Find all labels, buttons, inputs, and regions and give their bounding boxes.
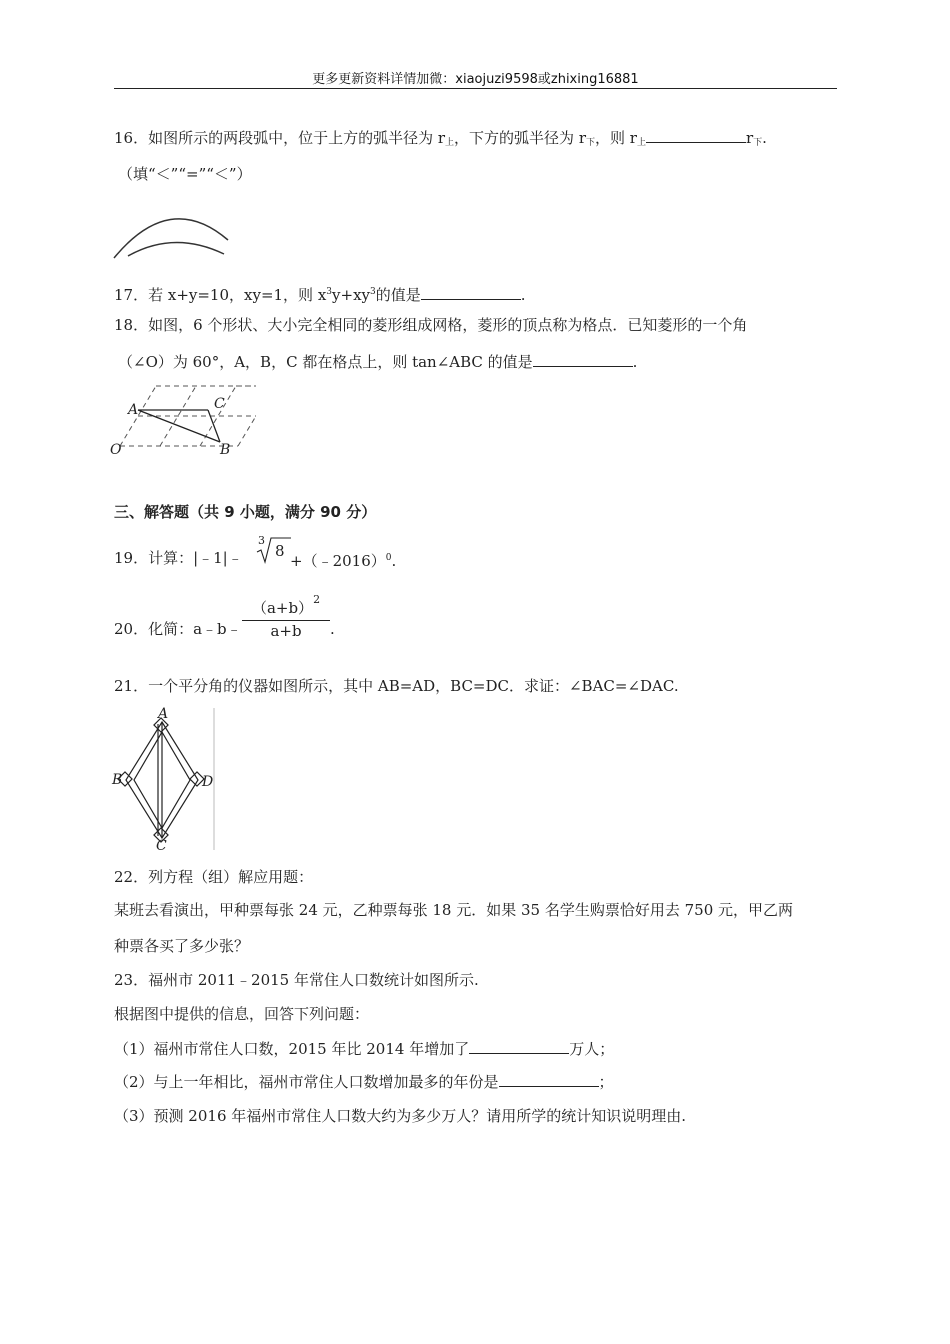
- question-20: 20．化简：a﹣b﹣: [114, 620, 242, 638]
- fraction: [242, 590, 330, 641]
- label-c: C: [214, 396, 225, 412]
- answer-blank-16[interactable]: [646, 128, 746, 143]
- answer-blank-18[interactable]: [533, 352, 633, 367]
- fraction-numerator: $(a+b)^2$: [251, 593, 321, 617]
- question-16-line-2: （填“＜”“=”“＜”）: [118, 165, 252, 183]
- question-23-line-2: 根据图中提供的信息，回答下列问题：: [114, 1005, 370, 1023]
- answer-blank-23-1[interactable]: [469, 1039, 569, 1054]
- question-18-line-1: 18．如图，6 个形状、大小完全相同的菱形组成网格，菱形的顶点称为格点．已知菱形的一个角: [114, 316, 748, 334]
- question-18-line-2: （∠O）为 60°，A，B，C 都在格点上，则 tan∠ABC 的值是 .: [118, 353, 638, 371]
- question-20-end: .: [330, 620, 335, 638]
- page-header: 更多更新资料详情加微：xiaojuzi9598或zhixing16881: [312, 72, 639, 87]
- label-o: O: [110, 442, 122, 458]
- radicand: 8: [275, 542, 285, 560]
- question-22-title: 22．列方程（组）解应用题：: [114, 868, 314, 886]
- angle-bisector-instrument-figure: [110, 708, 220, 852]
- rhombus-grid-figure: [110, 380, 260, 460]
- fraction-denominator: a+b: [270, 622, 302, 640]
- question-17: 17．若 x+y=10，xy=1，则 $x^3y+xy^3$的值是 .: [114, 286, 526, 304]
- question-16-line-1: 16．如图所示的两段弧中，位于上方的弧半径为 $r_上$，下方的弧半径为 $r_下$，则 $r_上$ $r_下$.: [114, 129, 767, 148]
- label-d: D: [202, 774, 214, 790]
- two-arcs-figure: [112, 200, 232, 262]
- cube-root-expression: [255, 532, 295, 568]
- question-22-line-1: 某班去看演出，甲种票每张 24 元，乙种票每张 18 元．如果 35 名学生购票恰好用去 750 元，甲乙两: [114, 901, 794, 919]
- answer-blank-23-2[interactable]: [499, 1072, 599, 1087]
- question-21: 21．一个平分角的仪器如图所示，其中 AB=AD，BC=DC．求证：∠BAC=∠DAC.: [114, 677, 679, 695]
- question-23-title: 23．福州市 2011﹣2015 年常住人口数统计如图所示.: [114, 971, 479, 989]
- question-19-tail: +（﹣2016）$^0$.: [290, 552, 397, 570]
- lower-arc: [128, 242, 224, 256]
- section-3-title: 三、解答题（共 9 小题，满分 90 分）: [114, 503, 377, 521]
- root-index: 3: [258, 534, 265, 547]
- label-b: B: [112, 772, 123, 788]
- answer-blank-17[interactable]: [421, 285, 521, 300]
- label-c: C: [156, 838, 167, 854]
- question-22-line-2: 种票各买了多少张？: [114, 937, 250, 955]
- question-23-part-1: （1）福州市常住人口数，2015 年比 2014 年增加了 万人；: [114, 1040, 615, 1058]
- question-23-part-2: （2）与上一年相比，福州市常住人口数增加最多的年份是 ；: [114, 1073, 614, 1091]
- question-23-part-3: （3）预测 2016 年福州市常住人口数大约为多少万人？请用所学的统计知识说明理由.: [114, 1107, 687, 1125]
- question-19: 19．计算：|﹣1|﹣: [114, 549, 243, 567]
- label-a: A: [128, 402, 139, 418]
- header-divider: [114, 88, 837, 89]
- label-a: A: [158, 706, 169, 722]
- label-b: B: [220, 442, 231, 458]
- upper-arc: [114, 219, 228, 258]
